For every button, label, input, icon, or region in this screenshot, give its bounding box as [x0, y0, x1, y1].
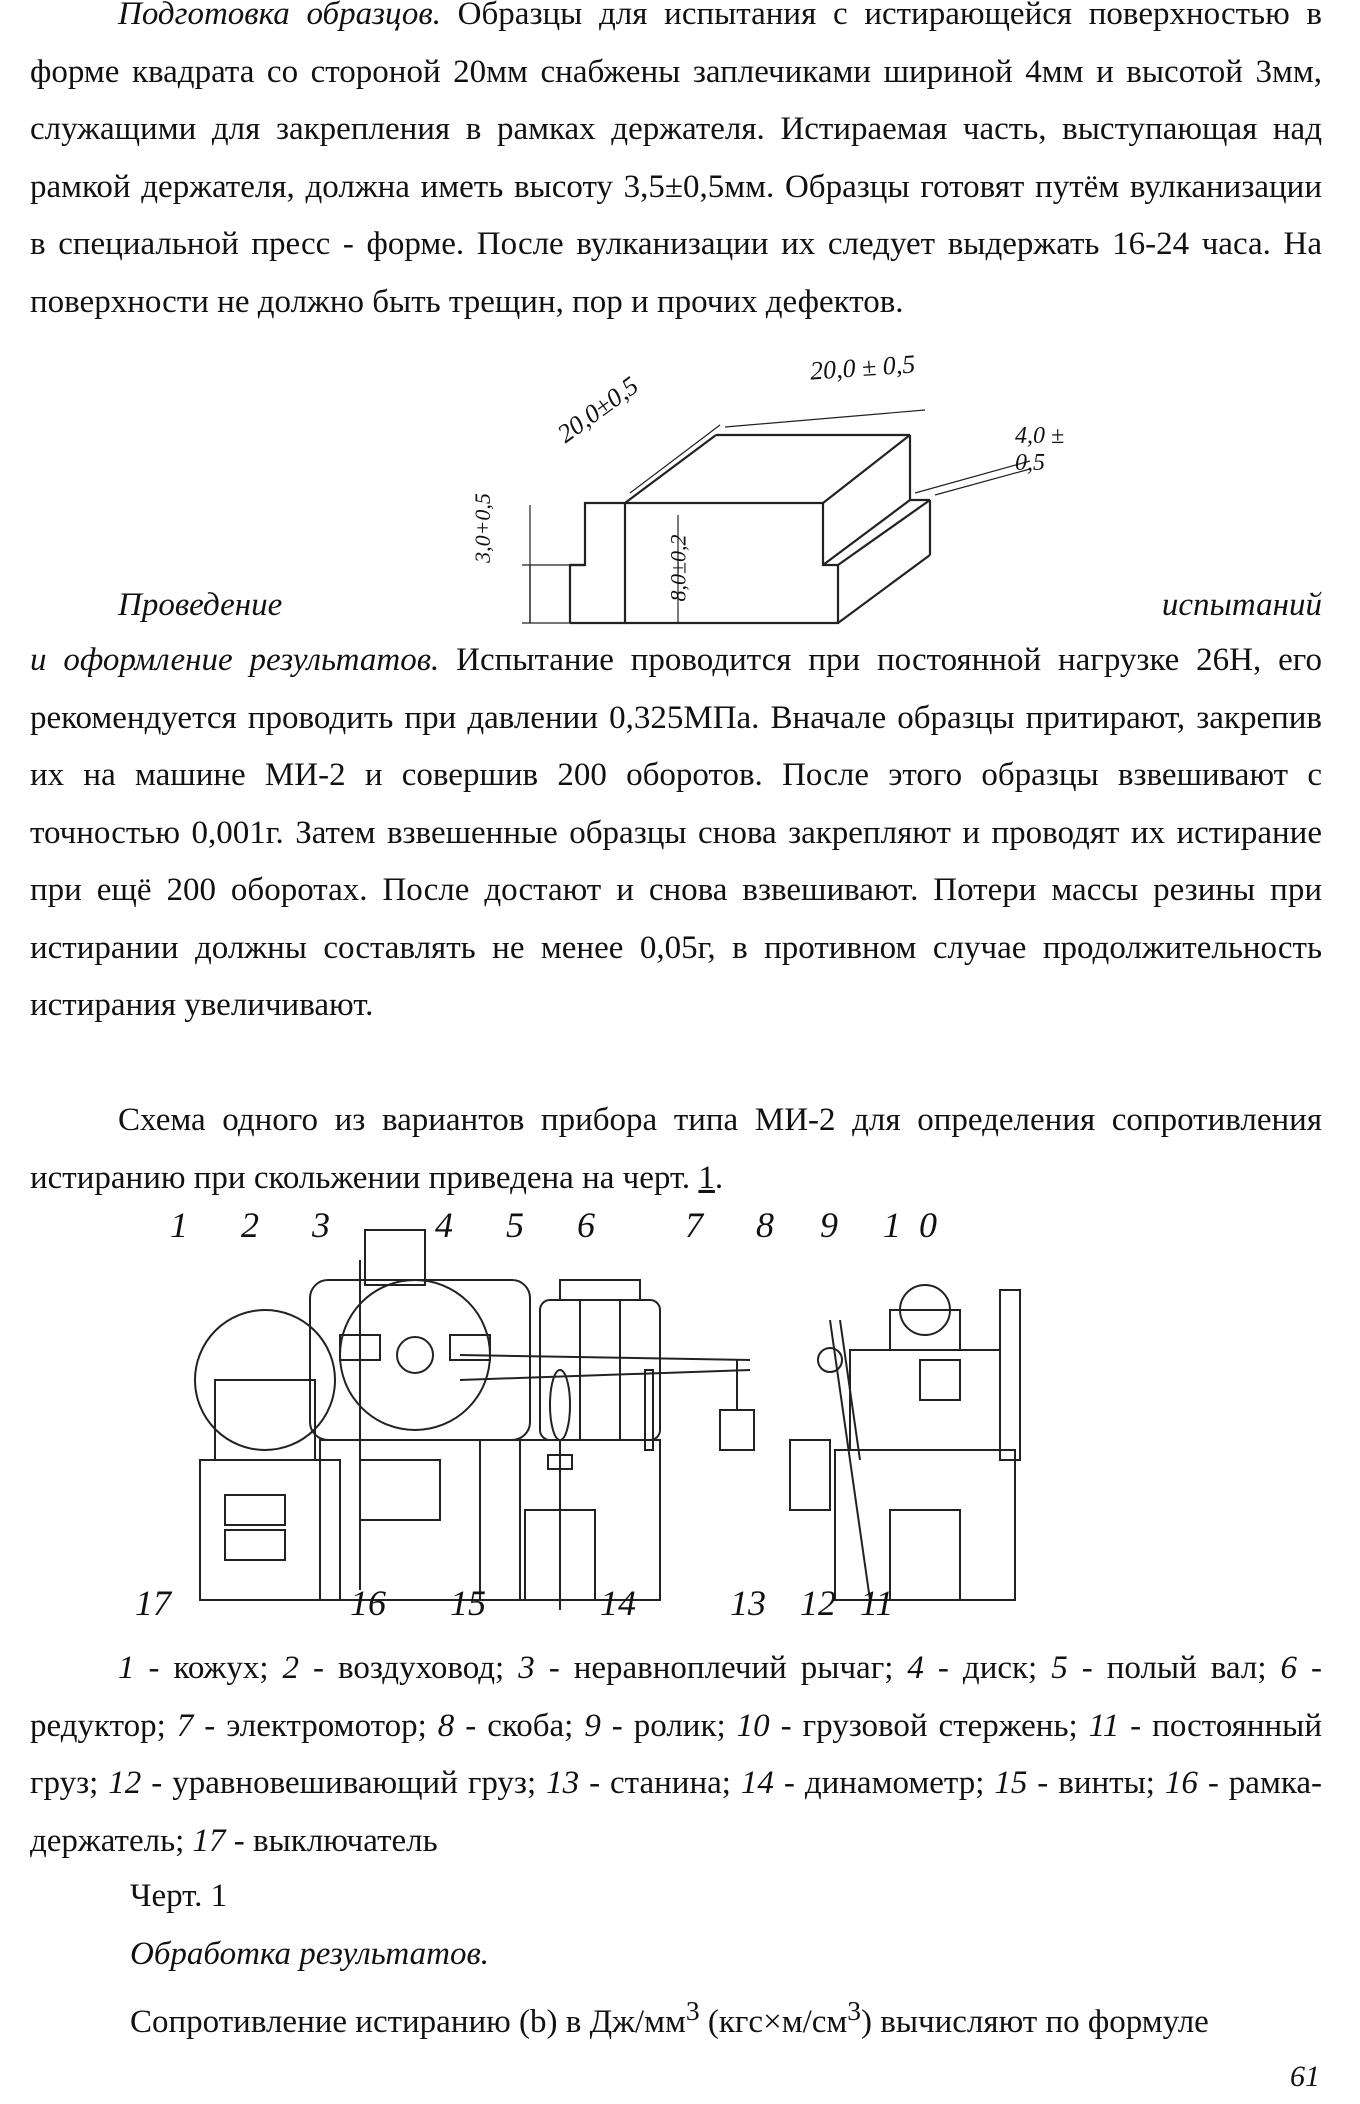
dim-side-label: 20,0±0,5 — [551, 370, 644, 449]
figure-labels-top-right: 7 8 — [685, 1205, 796, 1245]
machine-motor — [480, 1280, 754, 1610]
machine-drawing — [130, 1205, 1130, 1630]
machine-frame-right — [790, 1285, 1020, 1600]
figure-labels-top-left: 1 2 3 — [170, 1205, 352, 1245]
dim-total-label: 8,0±0,2 — [665, 534, 691, 602]
test-paragraph — [30, 632, 1322, 1035]
prep-paragraph — [30, 0, 1322, 331]
sample-drawing — [469, 349, 1090, 635]
figure-label-16: 16 — [350, 1583, 386, 1623]
scheme-paragraph: Схема одного из вариантов прибора типа МИ-2 для определения сопротивления истиранию при скольжении приведена на черт. 1. — [30, 1102, 1322, 1196]
formula-intro: Сопротивление истиранию (b) в $Дж/мм^3$ $(кгс\times м/см^3)$ вычисляют по формуле — [130, 1995, 1209, 2040]
test-heading: и оформление результатов. — [30, 642, 440, 678]
figure-label-14: 14 — [600, 1583, 636, 1623]
dim-shoulder-label: 4,0 ± 0,5 — [1015, 423, 1065, 476]
machine-frame-left — [195, 1230, 750, 1600]
figure-label-13: 13 — [730, 1583, 766, 1623]
test-heading-left: Проведение — [118, 587, 283, 623]
prep-heading: Подготовка образцов. — [118, 0, 441, 32]
test-text: Испытание проводится при постоянной нагрузке 26Н, его рекомендуется проводить при давлении 0,325МПа. Вначале образцы притирают, закрепив их на машине МИ-2 и совершив 200 оборотов. После этого образцы взвешивают с точностью 0,001г. Затем взвешенные образцы снова закрепляют и проводят их истирание при ещё 200 оборотах. После достают и снова взвешивают. Потери массы резины при истирании должны составлять не менее 0,05г, в противном случае продолжительность истирания увеличивают. — [30, 642, 1322, 1023]
figure-label-15: 15 — [450, 1583, 486, 1623]
figure-labels-top-far-right: 9 10 — [820, 1205, 955, 1245]
prep-text: Образцы для испытания с истирающейся поверхностью в форме квадрата со стороной 20мм снабжены заплечиками шириной 4мм и высотой 3мм, служащими для закрепления в рамках держателя. Истираемая часть, выступающая над рамкой держателя, должна иметь высоту 3,5±0,5мм. Образцы готовят путём вулканизации в специальной пресс - форме. После вулканизации их следует выдержать 16-24 часа. На поверхности не должно быть трещин, пор и прочих дефектов. — [30, 0, 1323, 320]
figure-ref[interactable]: 1 — [698, 1159, 715, 1196]
page-number: 61 — [1290, 2060, 1320, 2093]
processing-heading: Обработка результатов. — [130, 1936, 490, 1972]
figure-legend: 1 - кожух; 2 - воздуховод; 3 - неравноплечий рычаг; 4 - диск; 5 - полый вал; 6 - редуктор; 7 - электромотор; 8 - скоба; 9 - ролик; 10 - грузовой стержень; 11 - постоянный груз; 12 - уравновешивающий груз; 13 - станина; 14 - динамометр; 15 - винты; 16 - рамка-держатель; 17 - выключатель — [30, 1650, 1322, 1859]
figure-label-12: 12 — [800, 1583, 836, 1623]
dim-height-label: 3,0+0,5 — [469, 493, 495, 563]
figure-label-11: 11 — [860, 1583, 894, 1623]
figure-labels-top-center: 4 5 6 — [435, 1205, 617, 1245]
figure-caption: Черт. 1 — [130, 1878, 228, 1914]
figure-label-17: 17 — [135, 1583, 171, 1623]
dim-top-label: 20,0 ± 0,5 — [809, 349, 917, 386]
test-heading-right: испытаний — [1161, 587, 1322, 623]
